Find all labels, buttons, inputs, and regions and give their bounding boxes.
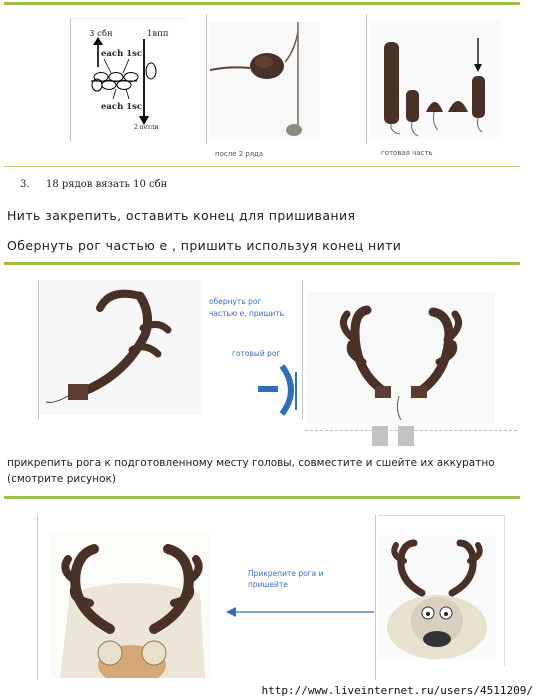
photo-antler-pair xyxy=(307,292,495,424)
label-attach-line1: Прикрепите рога и xyxy=(248,569,324,578)
attach-instruction-line2: (смотрите рисунок) xyxy=(7,473,116,485)
section-divider-1 xyxy=(4,166,520,167)
bottom-divider-v1 xyxy=(37,515,38,680)
photo-antler-pair-graphic xyxy=(307,292,495,424)
photo-finished-part-graphic xyxy=(370,20,500,138)
mid-divider-v1 xyxy=(38,280,39,420)
photo-antlers-attached xyxy=(50,533,210,678)
section-divider-2 xyxy=(4,262,520,265)
photo-finished-part xyxy=(370,20,500,138)
photo-after-2-rows xyxy=(210,22,320,137)
section-divider-3 xyxy=(4,496,520,499)
photo-single-antler xyxy=(40,280,202,415)
top-divider-v2 xyxy=(366,14,367,144)
instruction-fasten-thread: Нить закрепить, оставить конец для пришивания xyxy=(7,208,356,223)
diagram-label-1ch: 1впп xyxy=(147,29,169,39)
label-ready-horn: готовый рог xyxy=(232,349,281,358)
label-wrap-line2: частью е, пришить xyxy=(209,309,285,318)
photo-after-2-rows-graphic xyxy=(210,22,320,137)
step-number: 3. xyxy=(20,179,30,190)
label-wrap-line1: обернуть рог xyxy=(209,297,262,306)
top-divider xyxy=(4,2,520,5)
diagram-label-2loops: 2 петли xyxy=(134,124,159,131)
photo-antlers-attached-graphic xyxy=(50,533,210,678)
mid-divider-v2 xyxy=(302,280,303,420)
caption-finished-part: готовая часть xyxy=(381,149,433,157)
arrow-left-icon xyxy=(226,606,376,618)
bottom-frame-right xyxy=(378,515,505,666)
source-url[interactable]: http://www.liveinternet.ru/users/4511209/ xyxy=(261,684,533,697)
stitch-diagram xyxy=(70,18,186,141)
attach-instruction-line1: прикрепить рога к подготовленному месту головы, совместите и сшейте их аккуратно xyxy=(7,457,495,469)
top-divider-v1 xyxy=(206,14,207,144)
caption-after-2-rows: после 2 ряда xyxy=(215,150,264,158)
label-attach-line2: пришейте xyxy=(248,580,288,589)
instruction-wrap-horn: Обернуть рог частью е , пришить используя конец нити xyxy=(7,238,402,253)
gray-block-left xyxy=(372,426,388,446)
photo-single-antler-graphic xyxy=(40,280,202,415)
diagram-label-each-bottom: each 1sc xyxy=(101,102,143,112)
bottom-divider-v2 xyxy=(375,515,376,680)
blue-arrow-icon xyxy=(256,362,306,418)
step-text: 18 рядов вязать 10 сбн xyxy=(46,179,168,190)
gray-block-right xyxy=(398,426,414,446)
diagram-label-each-top: each 1sc xyxy=(101,49,143,59)
diagram-label-3sc: 3 сбн xyxy=(89,29,113,39)
